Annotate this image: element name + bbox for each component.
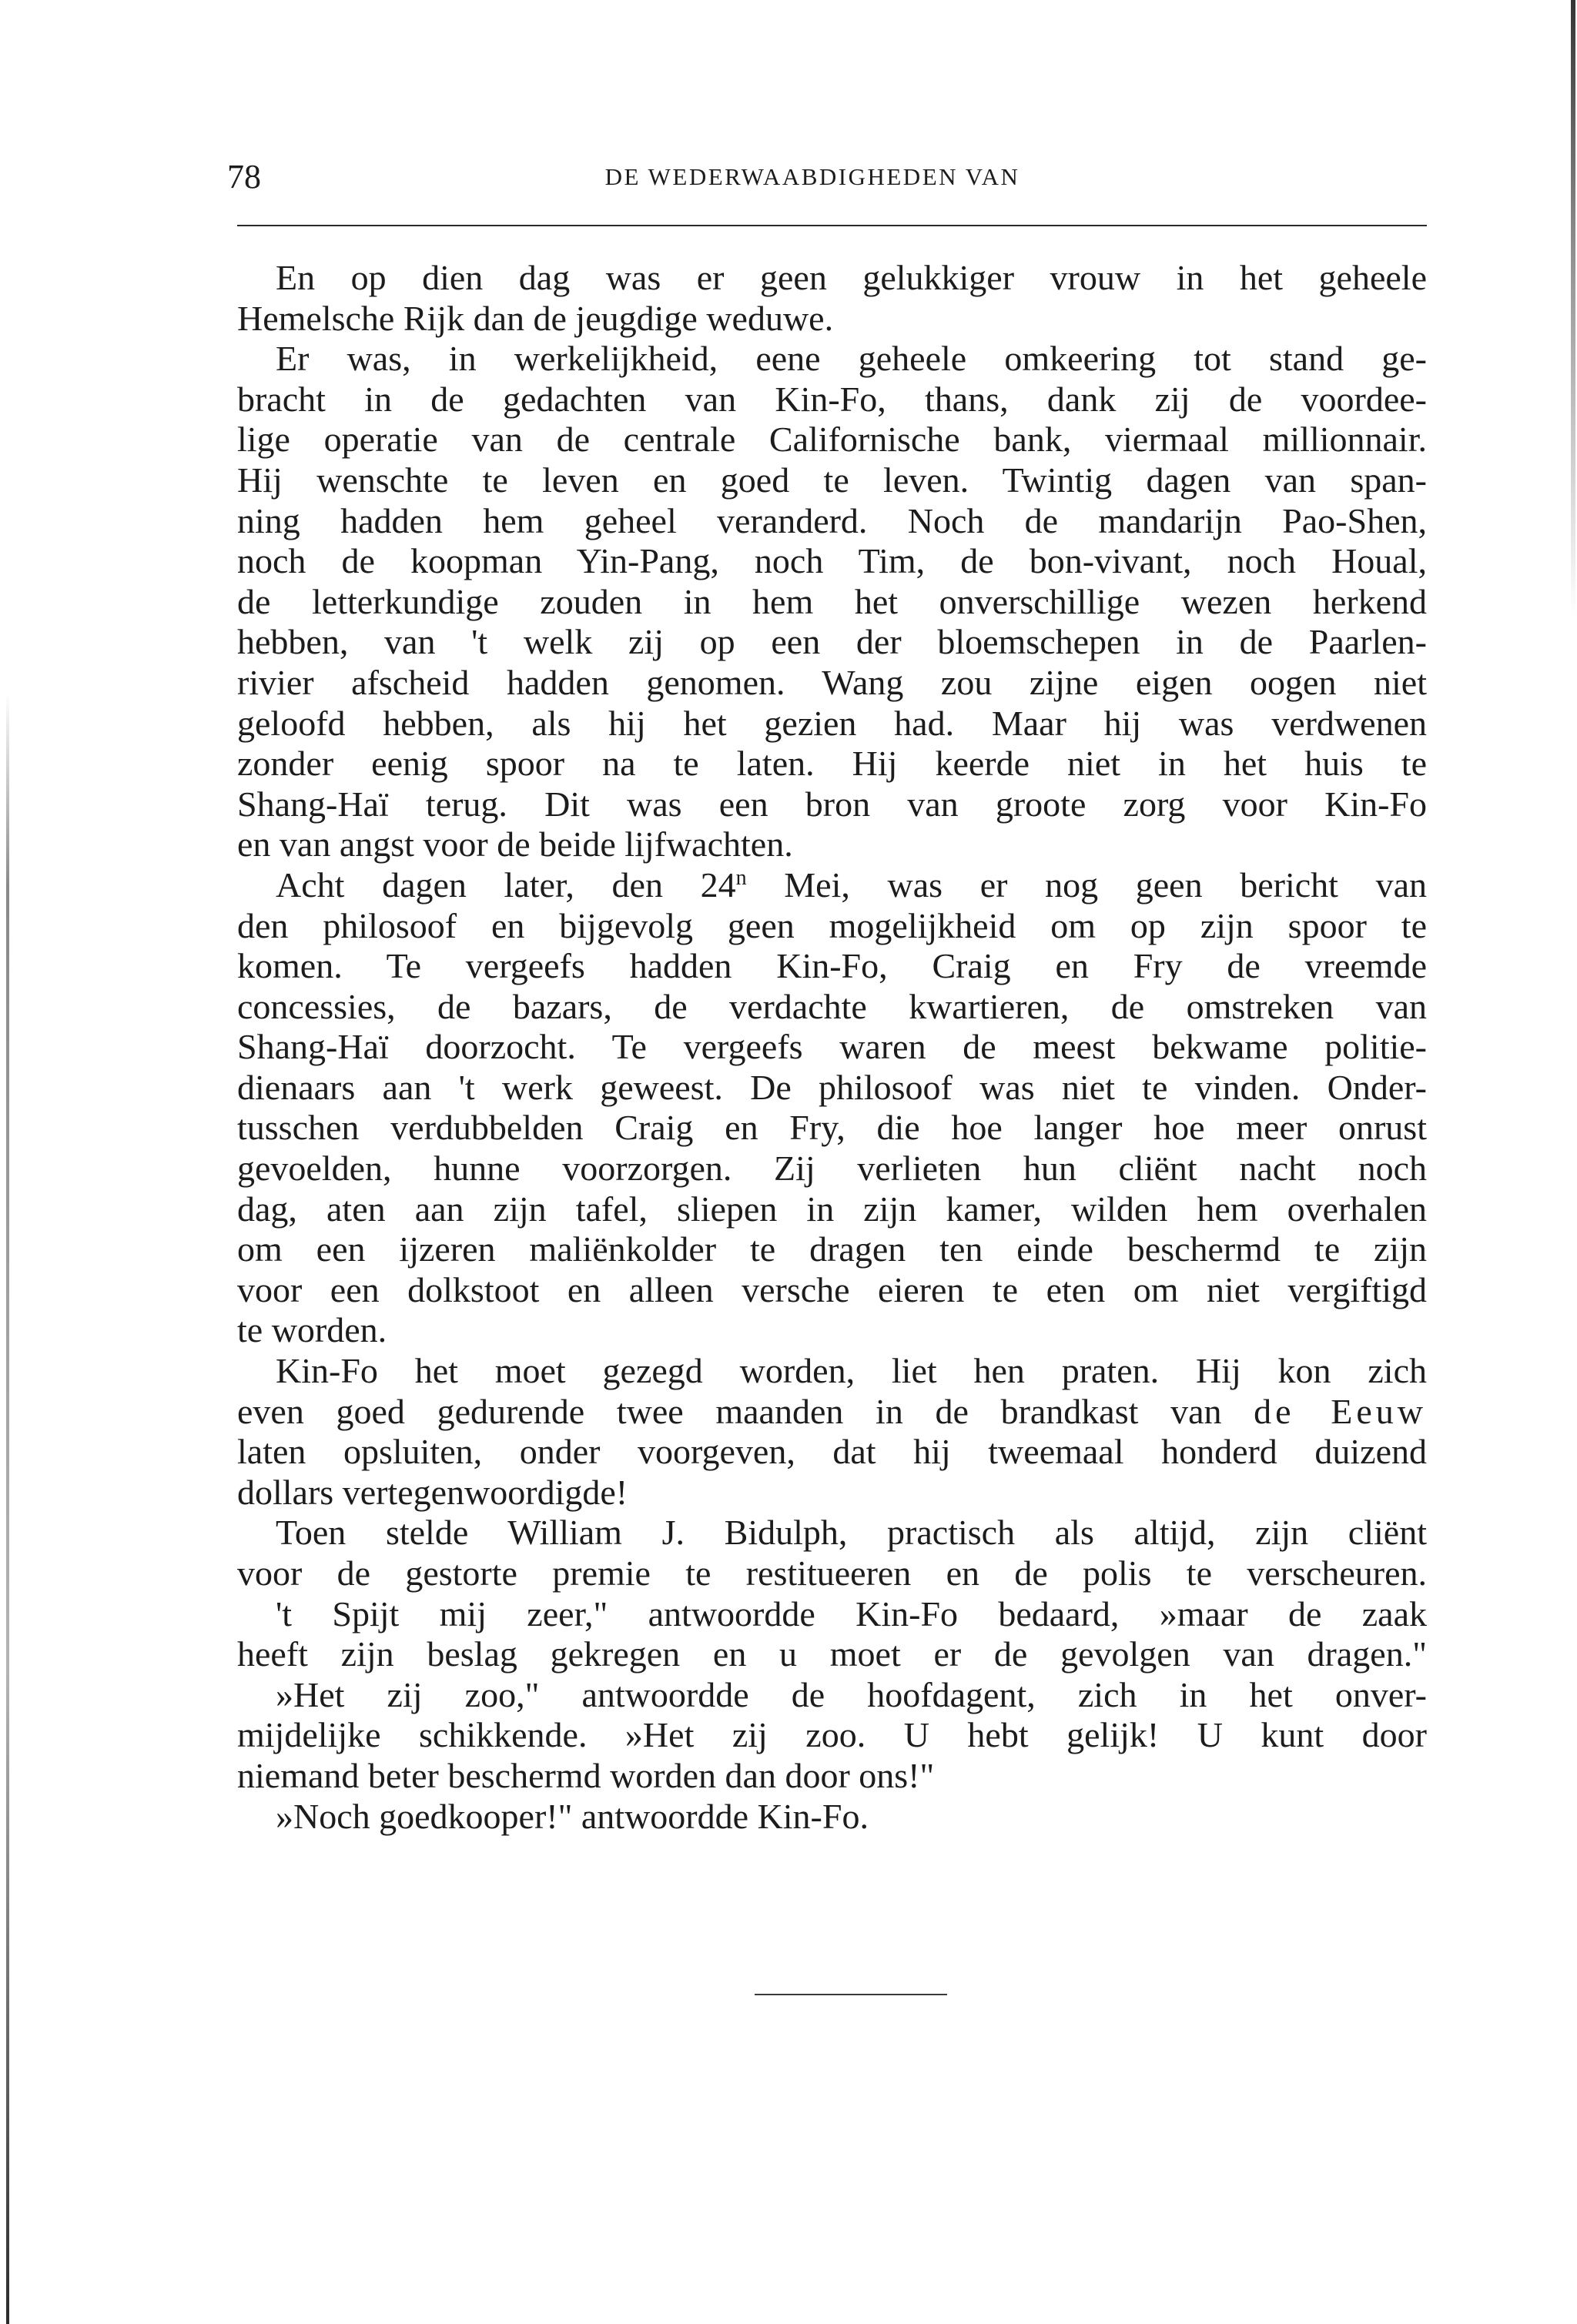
text-line: dag, aten aan zijn tafel, sliepen in zijn kamer, wilden hem overhalen — [237, 1189, 1427, 1229]
text-line: om een ijzeren maliënkolder te dragen ten einde beschermd te zijn — [237, 1229, 1427, 1269]
text-line: voor een dolkstoot en alleen versche eieren te eten om niet vergiftigd — [237, 1269, 1427, 1309]
text-line: dollars vertegenwoordigde! — [237, 1472, 628, 1512]
text-line: en van angst voor de beide lijfwachten. — [237, 824, 793, 864]
text-line: de letterkundige zouden in hem het onverschillige wezen herkend — [237, 581, 1427, 621]
superscript: n — [735, 865, 747, 890]
text-line: concessies, de bazars, de verdachte kwartieren, de omstreken van — [237, 986, 1427, 1026]
text-line: voor de gestorte premie te restitueeren en de polis te verscheuren. — [237, 1553, 1427, 1593]
text-line: »Noch goedkooper!" antwoordde Kin-Fo. — [276, 1796, 869, 1836]
text-line: Er was, in werkelijkheid, eene geheele omkeering tot stand ge- — [276, 339, 1427, 379]
text-line: rivier afscheid hadden genomen. Wang zou zijne eigen oogen niet — [237, 662, 1427, 702]
text-line — [237, 865, 1427, 906]
text-line: dienaars aan 't werk geweest. De philosoof was niet te vinden. Onder- — [237, 1067, 1427, 1107]
text-line: niemand beter beschermd worden dan door ons!" — [237, 1755, 935, 1795]
text-line: En op dien dag was er geen gelukkiger vrouw in het geheele — [276, 258, 1427, 297]
text-line: tusschen verdubbelden Craig en Fry, die hoe langer hoe meer onrust — [237, 1108, 1427, 1148]
text-line: noch de koopman Yin-Pang, noch Tim, de bon-vivant, noch Houal, — [237, 541, 1427, 581]
text-line: bracht in de gedachten van Kin-Fo, thans, dank zij de voordee- — [237, 379, 1427, 419]
text-line: gevoelden, hunne voorzorgen. Zij verlieten hun cliënt nacht noch — [237, 1149, 1427, 1189]
text-line: Shang-Haï terug. Dit was een bron van groote zorg voor Kin-Fo — [237, 784, 1427, 824]
section-end-rule — [755, 1994, 947, 1995]
text-line: »Het zij zoo," antwoordde de hoofdagent, zich in het onver- — [276, 1674, 1427, 1714]
newspaper-name: de Eeuw — [1254, 1391, 1427, 1431]
text-line: Toen stelde William J. Bidulph, practisch als altijd, zijn cliënt — [276, 1513, 1427, 1553]
page-number: 78 — [227, 158, 261, 196]
text-line: lige operatie van de centrale Californische bank, viermaal millionnair. — [237, 420, 1427, 460]
text-fragment: even goed gedurende twee maanden in de brandkast van — [237, 1391, 1254, 1431]
text-line: zonder eenig spoor na te laten. Hij keerde niet in het huis te — [237, 744, 1427, 784]
text-line: Hij wenschte te leven en goed te leven. Twintig dagen van span- — [237, 460, 1427, 500]
text-line: mijdelijke schikkende. »Het zij zoo. U hebt gelijk! U kunt door — [237, 1715, 1427, 1755]
binding-edge-left — [6, 693, 9, 2324]
text-line: te worden. — [237, 1310, 387, 1350]
text-line: den philosoof en bijgevolg geen mogelijkheid om op zijn spoor te — [237, 905, 1427, 945]
header-rule — [237, 225, 1427, 226]
text-line: Shang-Haï doorzocht. Te vergeefs waren de meest bekwame politie- — [237, 1027, 1427, 1067]
text-line — [237, 1392, 1427, 1433]
text-line: 't Spijt mij zeer," antwoordde Kin-Fo bedaard, »maar de zaak — [276, 1593, 1427, 1633]
text-line: hebben, van 't welk zij op een der bloemschepen in de Paarlen- — [237, 622, 1427, 662]
text-line: geloofd hebben, als hij het gezien had. Maar hij was verdwenen — [237, 703, 1427, 743]
binding-edge-right — [1571, 0, 1575, 616]
running-title: DE WEDERWAABDIGHEDEN VAN — [604, 163, 1020, 190]
body-text — [237, 258, 1427, 1837]
text-line: laten opsluiten, onder voorgeven, dat hij tweemaal honderd duizend — [237, 1432, 1427, 1472]
text-line: ning hadden hem geheel veranderd. Noch de mandarijn Pao-Shen, — [237, 500, 1427, 540]
text-fragment: Acht dagen later, den 24 — [276, 864, 736, 905]
text-line: Hemelsche Rijk dan de jeugdige weduwe. — [237, 298, 834, 338]
text-line: Kin-Fo het moet gezegd worden, liet hen praten. Hij kon zich — [276, 1351, 1427, 1391]
text-line: komen. Te vergeefs hadden Kin-Fo, Craig en Fry de vreemde — [237, 946, 1427, 986]
text-line: heeft zijn beslag gekregen en u moet er de gevolgen van dragen." — [237, 1634, 1427, 1674]
text-fragment: Mei, was er nog geen bericht van — [746, 864, 1427, 905]
page-header — [227, 154, 1428, 200]
